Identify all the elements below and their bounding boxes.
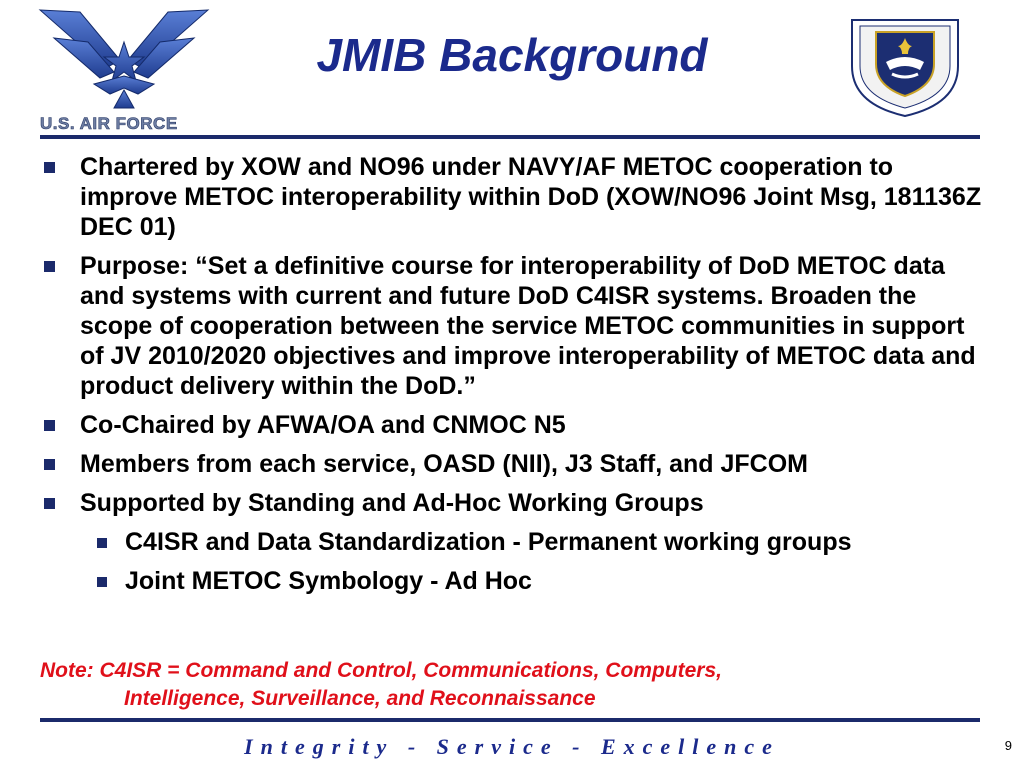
bullet-text: Chartered by XOW and NO96 under NAVY/AF METOC cooperation to improve METOC interoperability within DoD (XOW/NO96 Joint Msg, 181136Z DEC 01) [80,153,982,241]
bullet-item [40,449,990,479]
page-title: JMIB Background [316,29,708,81]
bullet-square-icon [44,420,55,431]
bullet-text: Purpose: “Set a definitive course for interoperability of DoD METOC data and systems with current and future DoD C4ISR systems. Broaden the scope of cooperation between the service METOC communities in support of JV 2010/2020 objectives and improve interoperability of METOC data and product delivery within the DoD.” [80,252,976,400]
page-number: 9 [1004,738,1012,753]
bullet-text: Supported by Standing and Ad-Hoc Working Groups [80,489,704,517]
bullet-square-icon [44,162,55,173]
bullet-item [40,152,990,242]
bullet-square-icon [44,459,55,470]
footer-motto: Integrity - Service - Excellence [244,734,780,759]
sub-bullet-text: C4ISR and Data Standardization - Permanent working groups [125,528,852,556]
sub-bullet-item [40,566,990,596]
air-force-logo-text: U.S. AIR FORCE [40,114,178,133]
bullet-item [40,251,990,401]
bullet-square-icon [97,538,107,548]
bullet-item [40,488,990,518]
weather-agency-shield-icon [846,12,964,120]
footer-divider [40,718,980,722]
bullet-square-icon [44,498,55,509]
acronym-note [40,657,990,713]
bullet-square-icon [44,261,55,272]
bullet-text: Members from each service, OASD (NII), J3 Staff, and JFCOM [80,450,808,478]
air-force-weather-agency-emblem [846,12,964,120]
header-divider [40,135,980,139]
slide-body [40,152,990,605]
sub-bullet-item [40,527,990,557]
sub-bullet-text: Joint METOC Symbology - Ad Hoc [125,567,532,595]
note-line-2: Intelligence, Surveillance, and Reconnaissance [124,687,596,710]
bullet-square-icon [97,577,107,587]
note-line-1: Note: C4ISR = Command and Control, Communications, Computers, [40,659,722,682]
bullet-item [40,410,990,440]
bullet-text: Co-Chaired by AFWA/OA and CNMOC N5 [80,411,566,439]
